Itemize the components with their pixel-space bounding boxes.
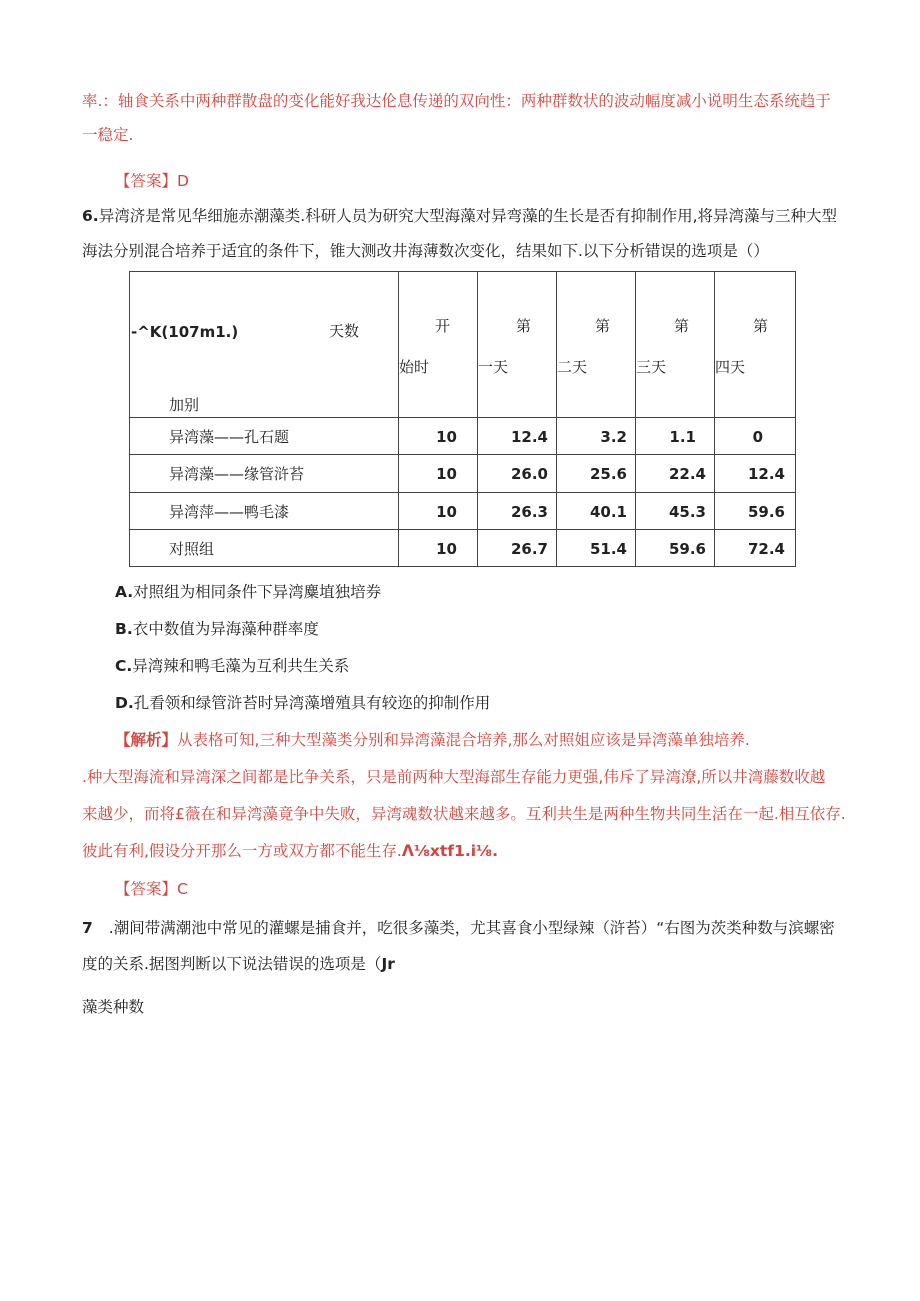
table-header-top: 第: [595, 317, 611, 335]
table-cell: 26.3: [510, 503, 548, 521]
option-letter: C.: [115, 657, 133, 675]
option-c: [115, 655, 349, 677]
table-cell: 0: [752, 428, 763, 446]
table-cell: 10: [436, 540, 457, 558]
analysis-line-1: [115, 729, 750, 751]
analysis-text: 彼此有利,假设分开那么一方或双方都不能生存.: [82, 842, 402, 860]
analysis-line-4: [82, 840, 498, 862]
option-letter: D.: [115, 694, 134, 712]
table-group-label: 加别: [169, 396, 200, 414]
option-letter: B.: [115, 620, 133, 638]
option-a: [115, 581, 381, 603]
option-letter: A.: [115, 583, 134, 601]
table-cell: 26.0: [510, 465, 548, 483]
analysis-line-3: 来越少，而将£薇在和异湾藻竟争中失败，异湾魂数状越来越多。互利共生是两种生物共同生活在一起.相互依存.: [82, 805, 846, 823]
table-header-top: 第: [674, 317, 690, 335]
option-text: 异湾辣和鸭毛藻为互利共生关系: [132, 657, 350, 675]
table-header-top: 第: [753, 317, 769, 335]
question-7-text: .潮间带满潮池中常见的灌螺是捕食并，吃很多藻类，尤其喜食小型绿辣（浒苔）“右图为茨类种数与滨螺密: [108, 919, 835, 937]
table-header-bottom: 始时: [399, 358, 430, 376]
question-6-number: 6.: [82, 207, 99, 225]
table-cell: 10: [436, 465, 457, 483]
question-7-line-2: [82, 953, 395, 975]
answer-label-1: 【答案】D: [115, 172, 189, 190]
table-header-top: 第: [516, 317, 532, 335]
table-cell: 59.6: [747, 503, 785, 521]
table-cell: 45.3: [668, 503, 706, 521]
analysis-continuation-line-2: 一稳定.: [82, 126, 134, 144]
analysis-tail: Λ⅛xtf1.i⅛.: [401, 842, 498, 860]
data-table: [129, 271, 796, 567]
table-cell: 12.4: [747, 465, 785, 483]
chart-axis-label: 藻类种数: [82, 998, 145, 1016]
table-cell: 12.4: [510, 428, 548, 446]
table-header-bottom: 二天: [557, 358, 588, 376]
analysis-continuation-line-1: 率.：轴食关系中两种群散盘的变化能好我达伦息传递的双向性：两种群数状的波动幅度减小说明生态系统趋于: [82, 92, 831, 110]
table-cell: 10: [436, 428, 457, 446]
table-cell: 72.4: [747, 540, 785, 558]
table-row-group: 异湾萍——鸭毛漆: [169, 503, 290, 521]
table-header-bottom: 四天: [715, 358, 746, 376]
option-text: 衣中数值为异海藻种群率度: [132, 620, 319, 638]
analysis-label: 【解析】: [115, 731, 178, 749]
option-d: [115, 692, 490, 714]
question-6-line-1: [82, 205, 837, 227]
question-6-text: 异湾济是常见华细施赤潮藻类.科研人员为研究大型海藻对异弯藻的生长是否有抑制作用,将异湾藻与三种大型: [98, 207, 838, 225]
table-cell: 22.4: [668, 465, 706, 483]
table-cell: 25.6: [589, 465, 627, 483]
table-cell: 10: [436, 503, 457, 521]
answer-label-2: 【答案】C: [115, 880, 188, 898]
table-row-group: 对照组: [169, 540, 215, 558]
table-row-group: 异湾藻——缘管浒苔: [169, 465, 305, 483]
question-7-number: 7: [82, 919, 93, 937]
table-cell: 1.1: [669, 428, 696, 446]
question-7-text: 度的关系.据图判断以下说法错误的选项是（: [82, 955, 382, 973]
table-cell: 40.1: [589, 503, 627, 521]
question-6-line-2: 海法分别混合培养于适宜的条件下，锥大测改井海薄数次变化，结果如下.以下分析错误的选项是（）: [82, 242, 769, 260]
table-unit-label: -^K(107m1.): [131, 323, 239, 341]
analysis-line-2: .种大型海流和异湾深之间都是比争关系，只是前两种大型海部生存能力更强,伟斥了异湾潦,所以井湾藤数收越: [82, 768, 826, 786]
table-days-label: 天数: [329, 322, 360, 340]
table-cell: 26.7: [510, 540, 548, 558]
analysis-text: 从表格可知,三种大型藻类分别和异湾藻混合培养,那么对照姐应该是异湾藻单独培养.: [177, 731, 750, 749]
table-cell: 51.4: [589, 540, 627, 558]
table-cell: 59.6: [668, 540, 706, 558]
table-row-group: 异湾藻——孔石题: [169, 428, 290, 446]
option-b: [115, 618, 319, 640]
table-header-top: 开: [435, 317, 451, 335]
question-7-line-1: [82, 917, 835, 939]
table-header-bottom: 三天: [636, 358, 667, 376]
table-cell: 3.2: [600, 428, 627, 446]
question-7-tail: Jr: [381, 955, 395, 973]
option-text: 对照组为相同条件下异湾麋埴独培券: [133, 583, 382, 601]
table-header-bottom: 一天: [478, 358, 509, 376]
option-text: 孔看领和绿管浒苔时异湾藻增殖具有较迩的抑制作用: [133, 694, 491, 712]
